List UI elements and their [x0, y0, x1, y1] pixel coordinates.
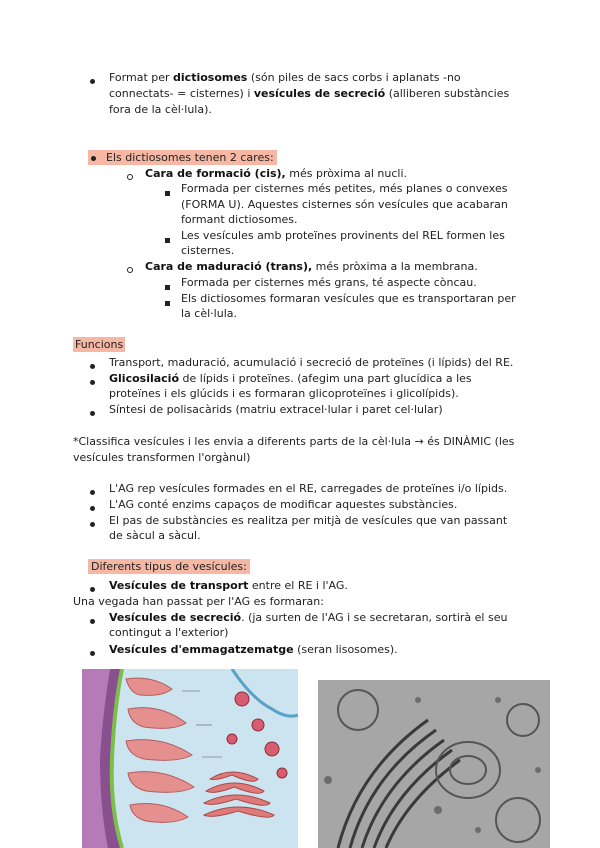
trans-face: Cara de maduració (trans), més pròxima a la membrana.	[145, 260, 478, 273]
cis-item-1-l3: formant dictiosomes.	[181, 213, 298, 226]
square-bullet	[165, 232, 170, 247]
tipus-mid-text: Una vegada han passat per l'AG es formaran:	[73, 595, 324, 608]
intro-line-3: fora de la cèl·lula).	[109, 103, 212, 116]
bullet-dot	[90, 613, 95, 628]
square-bullet	[165, 185, 170, 200]
tipus-item-2-l1: Vesícules de secreció. (ja surten de l'AG i se secretaran, sortirà el seu	[109, 611, 508, 624]
bullet-dot	[90, 500, 95, 515]
cis-face: Cara de formació (cis), més pròxima al nucli.	[145, 167, 408, 180]
cis-item-2-l2: cisternes.	[181, 244, 235, 257]
trans-item-2-l1: Els dictiosomes formaran vesícules que es transportaran per	[181, 292, 516, 305]
golgi-illustration	[82, 669, 298, 848]
circle-bullet	[127, 169, 133, 184]
note-line-1: *Classifica vesícules i les envia a diferents parts de la cèl·lula → és DINÀMIC (les	[73, 435, 515, 448]
note-line-2: vesícules transformen l'orgànul)	[73, 451, 251, 464]
intro-line-1: Format per dictiosomes (són piles de sacs corbs i aplanats -no	[109, 71, 461, 84]
circle-bullet	[127, 262, 133, 277]
bullet-dot	[90, 516, 95, 531]
ag-item-3-l2: de sàcul a sàcul.	[109, 529, 201, 542]
funcio-2-l1: Glicosilació de lípids i proteïnes. (afegim una part glucídica a les	[109, 372, 472, 385]
ag-item-2: L'AG conté enzims capaços de modificar aquestes substàncies.	[109, 498, 458, 511]
cis-item-2-l1: Les vesícules amb proteïnes provinents del REL formen les	[181, 229, 505, 242]
golgi-micrograph	[318, 680, 550, 848]
bullet-dot	[90, 645, 95, 660]
square-bullet	[165, 279, 170, 294]
tipus-item-1: Vesícules de transport entre el RE i l'AG.	[109, 579, 348, 592]
tipus-item-2-l2: contingut a l'exterior)	[109, 626, 229, 639]
tipus-heading: Diferents tipus de vesícules:	[88, 559, 250, 574]
square-bullet	[165, 295, 170, 310]
dictio-heading: Els dictiosomes tenen 2 cares:	[88, 150, 277, 165]
ag-item-1: L'AG rep vesícules formades en el RE, carregades de proteïnes i/o lípids.	[109, 482, 508, 495]
funcio-3: Síntesi de polisacàrids (matriu extracel·lular i paret cel·lular)	[109, 403, 443, 416]
ag-item-3-l1: El pas de substàncies es realitza per mitjà de vesícules que van passant	[109, 514, 508, 527]
tipus-item-3: Vesícules d'emmagatzematge (seran lisosomes).	[109, 643, 398, 656]
cis-item-1-l2: (FORMA U). Aquestes cisternes són vesícules que acabaran	[181, 198, 508, 211]
intro-line-2: connectats- = cisternes) i vesícules de secreció (alliberen substàncies	[109, 87, 510, 100]
bullet-dot	[90, 484, 95, 499]
funcio-1: Transport, maduració, acumulació i secreció de proteïnes (i lípids) del RE.	[109, 356, 514, 369]
cis-item-1-l1: Formada per cisternes més petites, més planes o convexes	[181, 182, 508, 195]
trans-item-2-l2: la cèl·lula.	[181, 307, 237, 320]
funcions-heading: Funcions	[75, 338, 124, 351]
bullet-dot	[90, 358, 95, 373]
bullet-dot	[90, 374, 95, 389]
bullet-dot	[90, 405, 95, 420]
trans-item-1: Formada per cisternes més grans, té aspecte còncau.	[181, 276, 477, 289]
bullet-dot	[90, 73, 95, 88]
funcio-2-l2: proteïnes i els glúcids i es formaran glicoproteïnes i glicolípids).	[109, 387, 459, 400]
